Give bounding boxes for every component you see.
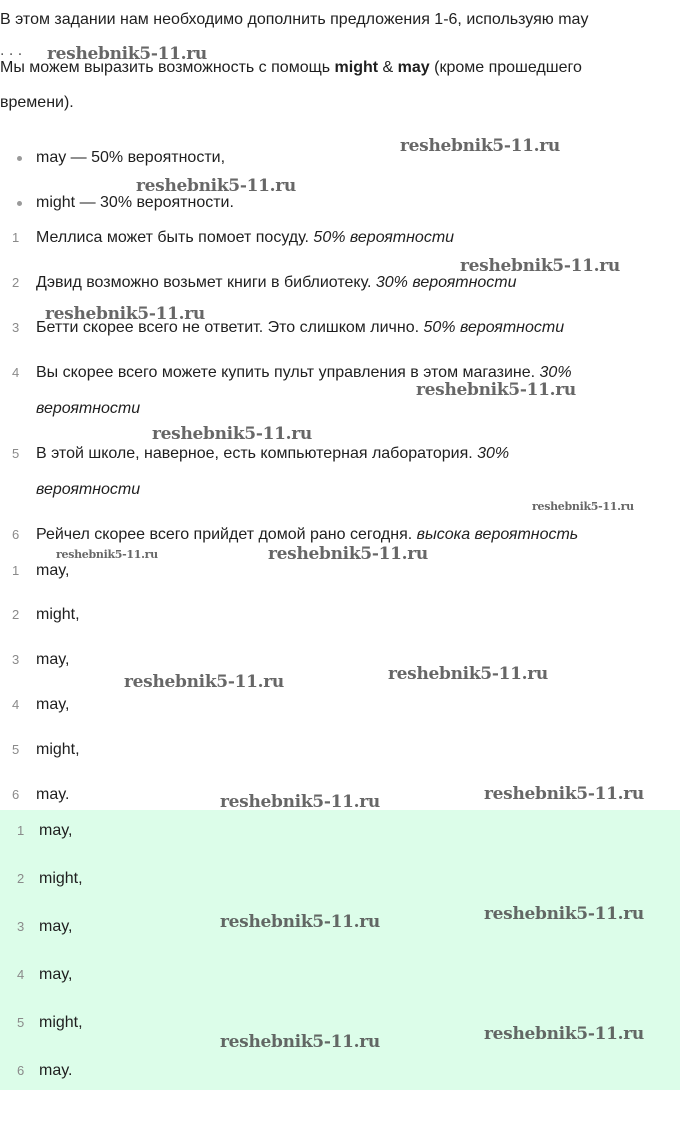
watermark: reshebnik5-11.ru [56, 548, 158, 561]
watermark: reshebnik5-11.ru [532, 500, 634, 513]
watermark: reshebnik5-11.ru [220, 792, 380, 812]
watermark: reshebnik5-11.ru [484, 784, 644, 804]
watermark: reshebnik5-11.ru [124, 672, 284, 692]
watermark: reshebnik5-11.ru [484, 904, 644, 924]
watermark: reshebnik5-11.ru [416, 380, 576, 400]
watermark: reshebnik5-11.ru [460, 256, 620, 276]
intro-line-1: В этом задании нам необходимо дополнить предложения 1-6, используяю may [0, 11, 589, 28]
watermark: reshebnik5-11.ru [45, 304, 205, 324]
watermark: reshebnik5-11.ru [220, 912, 380, 932]
watermark: reshebnik5-11.ru [220, 1032, 380, 1052]
bullet-icon [17, 201, 22, 206]
watermark: reshebnik5-11.ru [136, 176, 296, 196]
watermark: reshebnik5-11.ru [47, 44, 207, 64]
watermark: reshebnik5-11.ru [400, 136, 560, 156]
intro-line-3: времени). [0, 94, 74, 111]
watermark: reshebnik5-11.ru [268, 544, 428, 564]
bullet-icon [17, 156, 22, 161]
watermark: reshebnik5-11.ru [152, 424, 312, 444]
may-keyword: may [397, 59, 430, 76]
clipped-text-fragment: . . . [0, 42, 23, 59]
intro-line-2: Мы можем выразить возможность с помощь might & may (кроме прошедшего [0, 59, 582, 76]
watermark: reshebnik5-11.ru [388, 664, 548, 684]
answer-box: 1 may, 2 might, 3 may, 4 may, 5 might, 6 may. [0, 810, 680, 1090]
might-keyword: might [334, 59, 379, 76]
watermark: reshebnik5-11.ru [484, 1024, 644, 1044]
